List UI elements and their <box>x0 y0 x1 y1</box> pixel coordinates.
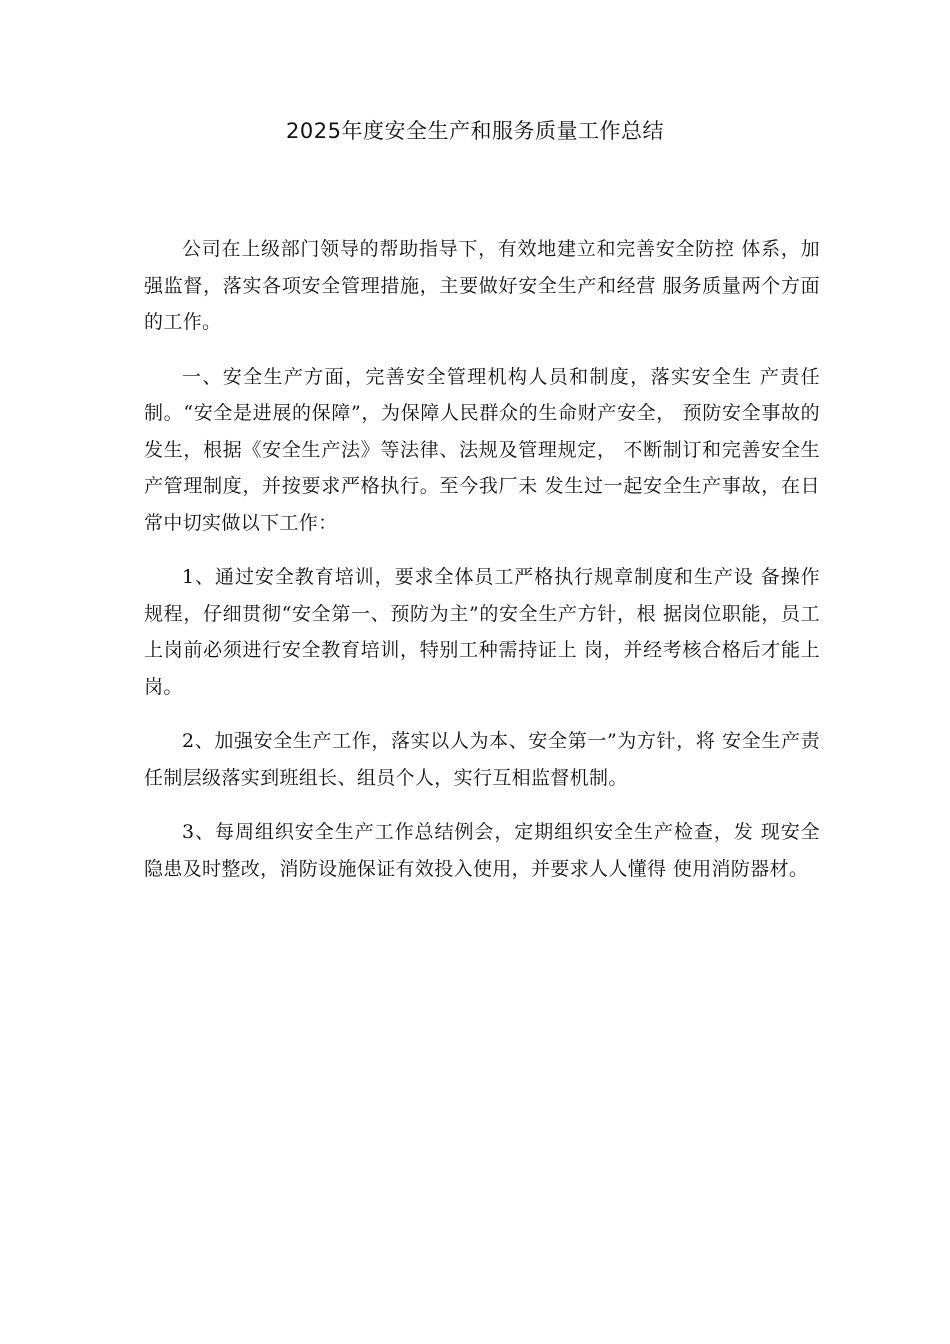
paragraph-item-3: 3、每周组织安全生产工作总结例会，定期组织安全生产检查，发 现安全隐患及时整改，消防设施保证有效投入使用，并要求人人懂得 使用消防器材。 <box>144 821 820 880</box>
document-body <box>144 231 820 905</box>
document-title: 2025年度安全生产和服务质量工作总结 <box>286 119 664 143</box>
paragraph-intro: 公司在上级部门领导的帮助指导下，有效地建立和完善安全防控 体系，加强监督，落实各项安全管理措施，主要做好安全生产和经营 服务质量两个方面的工作。 <box>144 238 820 333</box>
paragraph-item-1: 1、通过安全教育培训，要求全体员工严格执行规章制度和生产设 备操作规程，仔细贯彻“安全第一、预防为主”的安全生产方针，根 据岗位职能，员工上岗前必须进行安全教育培训，特别工种需持证上 岗，并经考核合格后才能上岗。 <box>144 566 820 698</box>
paragraph-item-2: 2、加强安全生产工作，落实以人为本、安全第一”为方针，将 安全生产责任制层级落实到班组长、组员个人，实行互相监督机制。 <box>144 730 820 789</box>
paragraph-section-one: 一、安全生产方面，完善安全管理机构人员和制度，落实安全生 产责任制。“安全是进展的保障”，为保障人民群众的生命财产安全， 预防安全事故的发生，根据《安全生产法》等法律、法规及管理规定， 不断制订和完善安全生产管理制度，并按要求严格执行。至今我厂未 发生过一起安全生产事故，在日常中切实做以下工作： <box>144 365 820 534</box>
